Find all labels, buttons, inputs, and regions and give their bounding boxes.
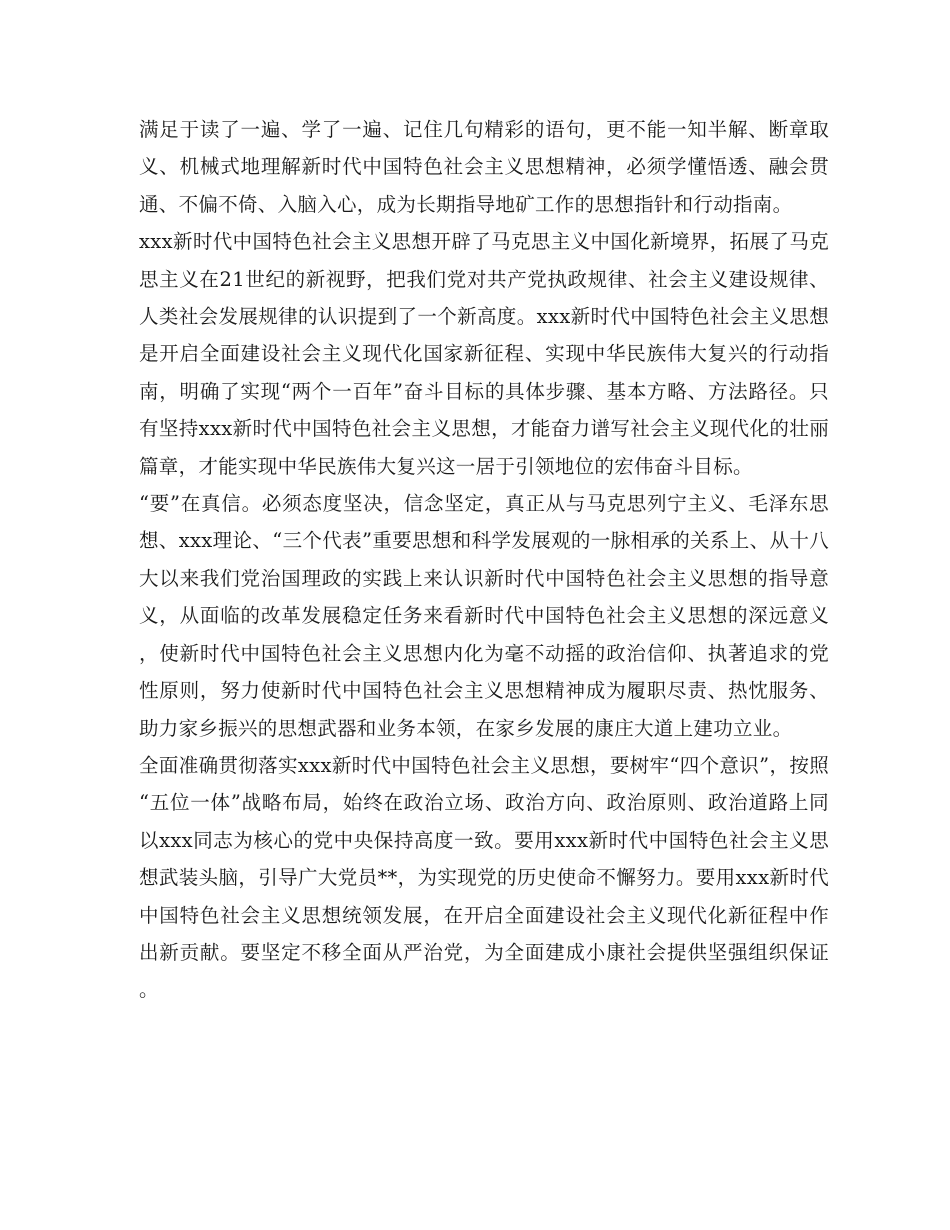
document-body <box>139 111 829 1009</box>
paragraph-2: xxx新时代中国特色社会主义思想开辟了马克思主义中国化新境界，拓展了马克思主义在21世纪的新视野，把我们党对共产党执政规律、社会主义建设规律、人类社会发展规律的认识提到了一个新高度。xxx新时代中国特色社会主义思想是开启全面建设社会主义现代化国家新征程、实现中华民族伟大复兴的行动指南，明确了实现“两个一百年”奋斗目标的具体步骤、基本方略、方法路径。只有坚持xxx新时代中国特色社会主义思想，才能奋力谱写社会主义现代化的壮丽篇章，才能实现中华民族伟大复兴这一居于引领地位的宏伟奋斗目标。 <box>139 230 829 478</box>
paragraph-4: 全面准确贯彻落实xxx新时代中国特色社会主义思想，要树牢“四个意识”，按照“五位一体”战略布局，始终在政治立场、政治方向、政治原则、政治道路上同以xxx同志为核心的党中央保持高度一致。要用xxx新时代中国特色社会主义思想武装头脑，引导广大党员**，为实现党的历史使命不懈努力。要用xxx新时代中国特色社会主义思想统领发展，在开启全面建设社会主义现代化新征程中作出新贡献。要坚定不移全面从严治党，为全面建成小康社会提供坚强组织保证。 <box>139 753 829 1002</box>
paragraph-1: 满足于读了一遍、学了一遍、记住几句精彩的语句，更不能一知半解、断章取义、机械式地理解新时代中国特色社会主义思想精神，必须学懂悟透、融会贯通、不偏不倚、入脑入心，成为长期指导地矿工作的思想指针和行动指南。 <box>139 118 829 216</box>
paragraph-3: “要”在真信。必须态度坚决，信念坚定，真正从与马克思列宁主义、毛泽东思想、xxx理论、“三个代表”重要思想和科学发展观的一脉相承的关系上、从十八大以来我们党治国理政的实践上来认识新时代中国特色社会主义思想的指导意义，从面临的改革发展稳定任务来看新时代中国特色社会主义思想的深远意义，使新时代中国特色社会主义思想内化为毫不动摇的政治信仰、执著追求的党性原则，努力使新时代中国特色社会主义思想精神成为履职尽责、热忱服务、助力家乡振兴的思想武器和业务本领，在家乡发展的康庄大道上建功立业。 <box>139 492 829 740</box>
